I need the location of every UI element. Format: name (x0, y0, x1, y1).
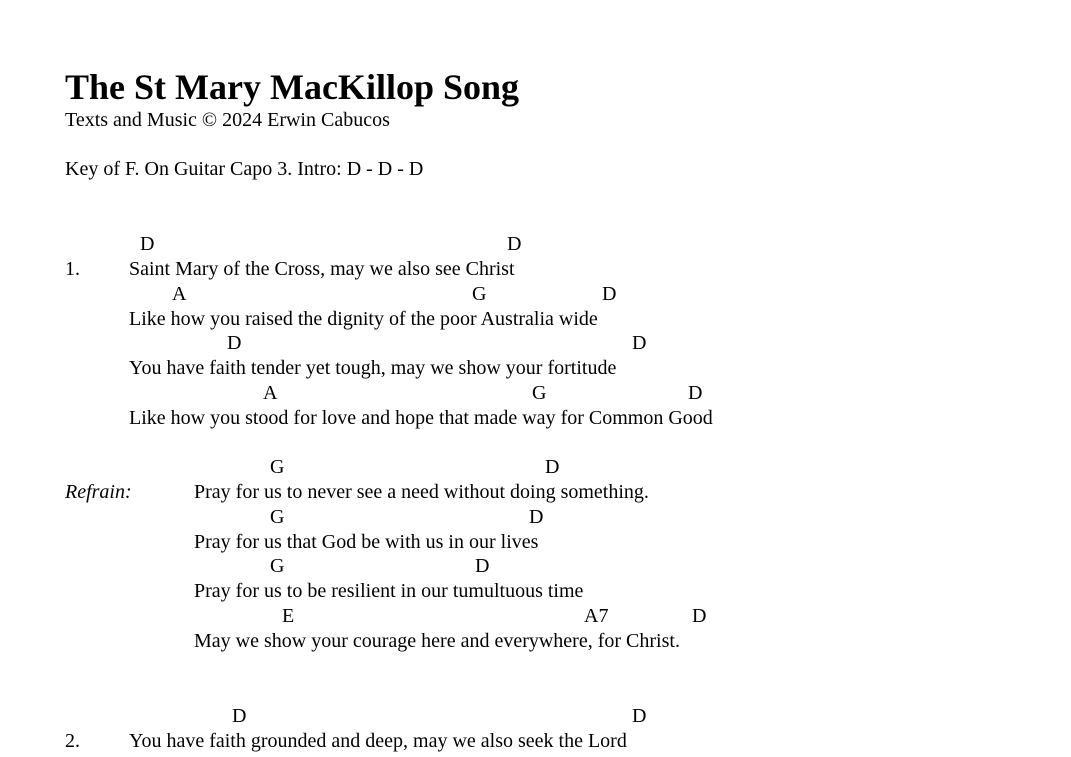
lyric-line: Like how you raised the dignity of the poor Australia wide (129, 308, 598, 330)
chord: D (475, 555, 490, 577)
lyric-line: May we show your courage here and everywhere, for Christ. (194, 630, 680, 652)
verse-number: 1. (65, 258, 80, 280)
chord: G (270, 506, 285, 528)
chord: D (632, 705, 647, 727)
credits-line: Texts and Music © 2024 Erwin Cabucos (65, 109, 390, 131)
chord: D (507, 233, 522, 255)
chord: A7 (584, 605, 609, 627)
lyric-line: You have faith grounded and deep, may we also seek the Lord (129, 730, 627, 752)
chord: D (232, 705, 247, 727)
chord: A (263, 382, 278, 404)
chord: G (532, 382, 547, 404)
verse-number: 2. (65, 730, 80, 752)
lyric-line: Pray for us to never see a need without doing something. (194, 481, 649, 503)
chord: D (692, 605, 707, 627)
lyric-line: Like how you stood for love and hope that made way for Common Good (129, 407, 713, 429)
chord: D (140, 233, 155, 255)
lyric-line: Pray for us that God be with us in our lives (194, 531, 539, 553)
song-title: The St Mary MacKillop Song (65, 67, 520, 107)
chord: D (545, 456, 560, 478)
chord: D (602, 283, 617, 305)
chord: D (227, 332, 242, 354)
lyric-line: Saint Mary of the Cross, may we also see Christ (129, 258, 515, 280)
chord: D (632, 332, 647, 354)
chord: G (270, 555, 285, 577)
key-info-line: Key of F. On Guitar Capo 3. Intro: D - D - D (65, 158, 424, 180)
chord: E (282, 605, 295, 627)
chord: G (270, 456, 285, 478)
lyric-line: Pray for us to be resilient in our tumultuous time (194, 580, 584, 602)
chord: D (688, 382, 703, 404)
chord: D (529, 506, 544, 528)
chord: A (172, 283, 187, 305)
chord: G (472, 283, 487, 305)
lyric-line: You have faith tender yet tough, may we show your fortitude (129, 357, 617, 379)
refrain-label: Refrain: (65, 481, 132, 503)
